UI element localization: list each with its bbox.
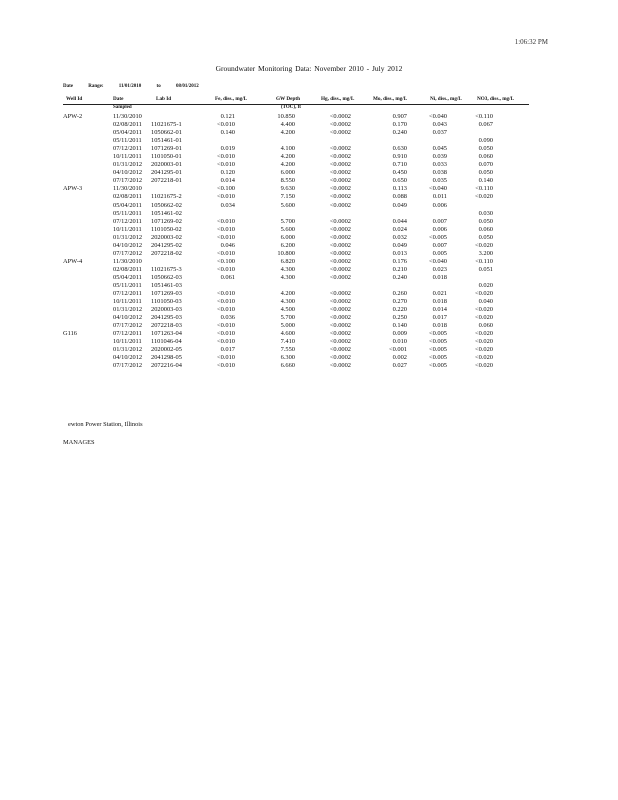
cell-no3: 0.050 [478, 217, 493, 225]
cell-mo: 0.907 [392, 113, 407, 120]
cell-lab: 1051461-03 [151, 281, 182, 289]
cell-fe: 0.034 [220, 201, 235, 209]
cell-mo: 0.240 [392, 273, 407, 281]
table-row [63, 266, 529, 274]
cell-gw: 7.410 [280, 338, 295, 346]
cell-mo: 0.240 [392, 129, 407, 137]
cell-no3: <0.020 [475, 306, 493, 314]
cell-lab: 11021675-2 [151, 193, 182, 201]
cell-ni: 0.018 [432, 322, 447, 330]
cell-lab: 2041295-01 [151, 169, 182, 177]
cell-gw: 4.500 [280, 306, 295, 314]
cell-hg: <0.0002 [329, 177, 351, 185]
cell-mo: 0.630 [392, 145, 407, 153]
cell-mo: 0.010 [392, 338, 407, 346]
cell-fe: <0.010 [217, 290, 235, 298]
cell-fe: <0.010 [217, 249, 235, 257]
cell-fe: <0.010 [217, 233, 235, 241]
cell-fe: <0.010 [217, 330, 235, 338]
cell-hg: <0.0002 [329, 185, 351, 193]
cell-ni: <0.005 [429, 338, 447, 346]
cell-ni: 0.045 [432, 145, 447, 153]
cell-fe: <0.010 [217, 322, 235, 330]
cell-lab: 1071269-02 [151, 217, 182, 225]
table-row [63, 290, 529, 298]
table-row [63, 314, 529, 322]
cell-ni: 0.005 [432, 249, 447, 257]
cell-ni: <0.005 [429, 330, 447, 338]
table-row [63, 282, 529, 290]
cell-fe: <0.010 [217, 338, 235, 346]
cell-hg: <0.0002 [329, 169, 351, 177]
table-row [63, 202, 529, 210]
cell-gw: 4.300 [280, 298, 295, 306]
cell-lab: 11021675-3 [151, 265, 182, 273]
cell-date: 02/08/2011 [113, 121, 142, 129]
cell-fe: <0.010 [217, 298, 235, 306]
header-hg: Hg, diss., mg/L [321, 96, 355, 102]
header-fe: Fe, diss., mg/L [215, 96, 248, 102]
cell-fe: <0.010 [217, 193, 235, 201]
cell-date: 02/08/2011 [113, 265, 142, 273]
cell-hg: <0.0002 [329, 145, 351, 153]
header-date: Date [113, 96, 124, 102]
cell-gw: 4.200 [280, 153, 295, 161]
cell-ni: 0.007 [432, 241, 447, 249]
cell-mo: 0.044 [392, 217, 407, 225]
cell-lab: 1101050-02 [151, 225, 182, 233]
cell-fe: 0.140 [220, 129, 235, 137]
cell-ni: 0.043 [432, 121, 447, 129]
cell-no3: <0.110 [475, 113, 493, 120]
cell-fe: <0.010 [217, 121, 235, 129]
cell-ni: 0.014 [432, 306, 447, 314]
cell-lab: 1050662-03 [151, 273, 182, 281]
cell-date: 07/12/2011 [113, 330, 142, 338]
cell-well: G116 [63, 330, 77, 338]
cell-lab: 1101050-03 [151, 298, 182, 306]
cell-hg: <0.0002 [329, 338, 351, 346]
cell-no3: <0.020 [475, 241, 493, 249]
cell-gw: 6.000 [280, 169, 295, 177]
cell-gw: 6.300 [280, 354, 295, 362]
cell-gw: 5.700 [280, 314, 295, 322]
table-row [63, 250, 529, 258]
cell-date: 05/04/2011 [113, 129, 142, 137]
table-row [63, 330, 529, 338]
table-row [63, 322, 529, 330]
cell-gw: 4.200 [280, 290, 295, 298]
table-row [63, 274, 529, 282]
cell-no3: <0.020 [475, 354, 493, 362]
cell-gw: 4.200 [280, 161, 295, 169]
cell-date: 07/17/2012 [113, 177, 143, 185]
table-row [63, 210, 529, 218]
cell-fe: <0.010 [217, 153, 235, 161]
cell-ni: 0.018 [432, 273, 447, 281]
cell-date: 04/10/2012 [113, 241, 143, 249]
cell-ni: 0.033 [432, 161, 447, 169]
table-header [63, 96, 529, 105]
cell-hg: <0.0002 [329, 346, 351, 354]
cell-fe: <0.010 [217, 306, 235, 314]
cell-gw: 6.000 [280, 233, 295, 241]
cell-mo: 0.049 [392, 241, 407, 249]
table-row [63, 137, 529, 145]
cell-gw: 10.800 [277, 249, 295, 257]
cell-no3: 0.060 [478, 153, 493, 161]
cell-ni: 0.035 [432, 177, 447, 185]
cell-mo: 0.170 [392, 121, 407, 129]
cell-well: APW-2 [63, 113, 83, 120]
cell-gw: 5.600 [280, 201, 295, 209]
cell-gw: 6.660 [280, 362, 295, 370]
cell-fe: <0.010 [217, 265, 235, 273]
cell-date: 07/12/2011 [113, 217, 142, 225]
subheader-gw-units: (TOC), ft [281, 105, 301, 110]
cell-fe: 0.019 [220, 145, 235, 153]
cell-hg: <0.0002 [329, 257, 351, 265]
cell-gw: 4.400 [280, 121, 295, 129]
cell-ni: 0.039 [432, 153, 447, 161]
cell-fe: <0.010 [217, 161, 235, 169]
cell-fe: 0.121 [220, 113, 235, 120]
cell-gw: 5.700 [280, 217, 295, 225]
data-table [63, 113, 529, 371]
table-row [63, 298, 529, 306]
cell-hg: <0.0002 [329, 265, 351, 273]
cell-hg: <0.0002 [329, 273, 351, 281]
cell-no3: <0.020 [475, 193, 493, 201]
cell-lab: 2072218-02 [151, 249, 182, 257]
date-range [63, 84, 213, 89]
cell-gw: 10.850 [277, 113, 295, 120]
cell-lab: 2020003-01 [151, 161, 182, 169]
cell-hg: <0.0002 [329, 121, 351, 129]
cell-mo: 0.710 [392, 161, 407, 169]
cell-lab: 1071269-01 [151, 145, 182, 153]
cell-hg: <0.0002 [329, 153, 351, 161]
cell-mo: 0.113 [392, 185, 407, 193]
table-row [63, 306, 529, 314]
cell-hg: <0.0002 [329, 193, 351, 201]
cell-no3: <0.020 [475, 314, 493, 322]
cell-fe: <0.010 [217, 362, 235, 370]
cell-no3: 0.030 [478, 209, 493, 217]
cell-hg: <0.0002 [329, 298, 351, 306]
table-row [63, 218, 529, 226]
header-mo: Mo, diss., mg/L [373, 96, 408, 102]
cell-mo: 0.176 [392, 257, 407, 265]
cell-mo: 0.002 [392, 354, 407, 362]
cell-hg: <0.0002 [329, 290, 351, 298]
cell-ni: <0.005 [429, 233, 447, 241]
cell-no3: <0.110 [475, 185, 493, 193]
cell-hg: <0.0002 [329, 330, 351, 338]
cell-lab: 2072218-01 [151, 177, 182, 185]
header-ni: Ni, diss., mg/L [430, 96, 462, 102]
cell-hg: <0.0002 [329, 314, 351, 322]
cell-hg: <0.0002 [329, 241, 351, 249]
cell-fe: <0.010 [217, 225, 235, 233]
cell-lab: 2041295-03 [151, 314, 182, 322]
cell-date: 07/12/2011 [113, 290, 142, 298]
cell-date: 10/11/2011 [113, 298, 142, 306]
cell-ni: <0.040 [429, 185, 447, 193]
table-row [63, 121, 529, 129]
cell-ni: <0.005 [429, 354, 447, 362]
cell-fe: 0.061 [220, 273, 235, 281]
range-to-label: to [156, 84, 161, 89]
cell-mo: 0.450 [392, 169, 407, 177]
cell-date: 05/11/2011 [113, 209, 142, 217]
cell-gw: 5.600 [280, 225, 295, 233]
cell-date: 01/31/2012 [113, 306, 143, 314]
cell-mo: 0.270 [392, 298, 407, 306]
cell-gw: 5.000 [280, 322, 295, 330]
table-row [63, 242, 529, 250]
cell-ni: 0.037 [432, 129, 447, 137]
cell-mo: 0.210 [392, 265, 407, 273]
cell-hg: <0.0002 [329, 249, 351, 257]
cell-hg: <0.0002 [329, 225, 351, 233]
cell-lab: 1071269-03 [151, 290, 182, 298]
cell-lab: 1050662-01 [151, 129, 182, 137]
cell-gw: 4.300 [280, 265, 295, 273]
cell-no3: <0.020 [475, 338, 493, 346]
cell-ni: <0.005 [429, 346, 447, 354]
cell-date: 10/11/2011 [113, 338, 142, 346]
table-row [63, 145, 529, 153]
cell-gw: 4.100 [280, 145, 295, 153]
cell-date: 02/08/2011 [113, 193, 142, 201]
cell-no3: 0.060 [478, 225, 493, 233]
cell-hg: <0.0002 [329, 161, 351, 169]
cell-gw: 4.600 [280, 330, 295, 338]
cell-lab: 11021675-1 [151, 121, 182, 129]
footer-note: MANAGES [63, 439, 95, 446]
cell-no3: <0.110 [475, 257, 493, 265]
cell-ni: 0.006 [432, 201, 447, 209]
cell-date: 01/31/2012 [113, 161, 143, 169]
cell-fe: 0.014 [220, 177, 235, 185]
table-row [63, 161, 529, 169]
cell-date: 10/11/2011 [113, 225, 142, 233]
cell-fe: <0.100 [217, 185, 235, 193]
cell-no3: 0.140 [478, 177, 493, 185]
cell-lab: 2041295-02 [151, 241, 182, 249]
table-row [63, 113, 529, 121]
cell-well: APW-3 [63, 185, 83, 193]
cell-hg: <0.0002 [329, 306, 351, 314]
cell-no3: 0.020 [478, 281, 493, 289]
cell-mo: 0.140 [392, 322, 407, 330]
cell-mo: 0.032 [392, 233, 407, 241]
cell-date: 04/10/2012 [113, 354, 143, 362]
cell-gw: 7.550 [280, 346, 295, 354]
cell-fe: 0.036 [220, 314, 235, 322]
cell-lab: 2041298-05 [151, 354, 182, 362]
table-subheader [63, 105, 529, 112]
cell-no3: 0.067 [478, 121, 493, 129]
header-gw: GW Depth [276, 96, 300, 102]
cell-date: 07/17/2012 [113, 362, 143, 370]
cell-date: 05/11/2011 [113, 137, 142, 145]
cell-ni: 0.007 [432, 217, 447, 225]
cell-hg: <0.0002 [329, 129, 351, 137]
header-no3: NO3, diss., mg/L [477, 96, 515, 102]
cell-gw: 9.630 [280, 185, 295, 193]
cell-hg: <0.0002 [329, 322, 351, 330]
table-row [63, 226, 529, 234]
cell-mo: 0.220 [392, 306, 407, 314]
cell-ni: 0.011 [432, 193, 447, 201]
cell-lab: 1101050-01 [151, 153, 182, 161]
cell-mo: 0.910 [392, 153, 407, 161]
cell-hg: <0.0002 [329, 201, 351, 209]
range-from: 11/01/2010 [118, 84, 142, 89]
range-label-range: Range: [88, 84, 104, 89]
cell-fe: 0.120 [220, 169, 235, 177]
cell-ni: 0.023 [432, 265, 447, 273]
cell-lab: 2020003-03 [151, 306, 182, 314]
cell-lab: 2020002-05 [151, 346, 182, 354]
cell-gw: 4.300 [280, 273, 295, 281]
cell-date: 10/11/2011 [113, 153, 142, 161]
cell-no3: 3.200 [478, 249, 493, 257]
table-row [63, 193, 529, 201]
cell-mo: 0.013 [392, 249, 407, 257]
cell-hg: <0.0002 [329, 354, 351, 362]
cell-no3: 0.050 [478, 169, 493, 177]
cell-lab: 1101046-04 [151, 338, 182, 346]
table-row [63, 338, 529, 346]
header-lab: Lab Id [156, 96, 172, 102]
cell-gw: 8.550 [280, 177, 295, 185]
cell-gw: 6.200 [280, 241, 295, 249]
table-row [63, 129, 529, 137]
cell-no3: 0.060 [478, 322, 493, 330]
cell-no3: 0.050 [478, 145, 493, 153]
cell-date: 05/04/2011 [113, 201, 142, 209]
table-row [63, 169, 529, 177]
cell-date: 11/30/2010 [113, 185, 142, 193]
cell-no3: 0.050 [478, 233, 493, 241]
cell-mo: 0.009 [392, 330, 407, 338]
cell-no3: <0.020 [475, 290, 493, 298]
cell-hg: <0.0002 [329, 362, 351, 370]
station-name: ewton Power Station, Illinois [68, 421, 143, 428]
cell-ni: 0.006 [432, 225, 447, 233]
cell-ni: <0.040 [429, 113, 447, 120]
cell-no3: 0.040 [478, 298, 493, 306]
cell-ni: 0.038 [432, 169, 447, 177]
cell-no3: <0.020 [475, 346, 493, 354]
cell-mo: 0.027 [392, 362, 407, 370]
cell-no3: 0.070 [478, 161, 493, 169]
cell-mo: 0.250 [392, 314, 407, 322]
cell-no3: <0.020 [475, 330, 493, 338]
table-row [63, 234, 529, 242]
range-to: 08/01/2012 [175, 84, 199, 89]
table-row [63, 185, 529, 193]
cell-lab: 2072218-03 [151, 322, 182, 330]
cell-fe: <0.010 [217, 217, 235, 225]
cell-mo: 0.088 [392, 193, 407, 201]
cell-date: 01/31/2012 [113, 233, 143, 241]
cell-lab: 2072216-04 [151, 362, 182, 370]
cell-mo: 0.260 [392, 290, 407, 298]
cell-ni: 0.018 [432, 298, 447, 306]
cell-fe: 0.017 [220, 346, 235, 354]
cell-ni: 0.017 [432, 314, 447, 322]
cell-date: 11/30/2010 [113, 113, 142, 120]
cell-no3: 0.090 [478, 137, 493, 145]
table-row [63, 346, 529, 354]
cell-date: 07/12/2011 [113, 145, 142, 153]
cell-no3: <0.020 [475, 362, 493, 370]
cell-date: 04/10/2012 [113, 169, 143, 177]
cell-lab: 1051461-01 [151, 137, 182, 145]
subheader-sampled: Sampled [113, 105, 132, 110]
cell-date: 11/30/2010 [113, 257, 142, 265]
print-time: 1:06:32 PM [514, 38, 548, 46]
cell-lab: 2020003-02 [151, 233, 182, 241]
cell-date: 05/04/2011 [113, 273, 142, 281]
table-row [63, 258, 529, 266]
cell-mo: <0.001 [389, 346, 407, 354]
cell-ni: 0.021 [432, 290, 447, 298]
cell-gw: 7.150 [280, 193, 295, 201]
cell-hg: <0.0002 [329, 113, 351, 120]
cell-date: 07/17/2012 [113, 249, 143, 257]
cell-ni: <0.005 [429, 362, 447, 370]
table-row [63, 354, 529, 362]
cell-ni: <0.040 [429, 257, 447, 265]
cell-fe: 0.046 [220, 241, 235, 249]
cell-mo: 0.650 [392, 177, 407, 185]
report-title: Groundwater Monitoring Data: November 2010 - July 2012 [215, 64, 403, 73]
cell-lab: 1071263-04 [151, 330, 182, 338]
cell-lab: 1051461-02 [151, 209, 182, 217]
cell-lab: 1050662-02 [151, 201, 182, 209]
header-well: Well Id [66, 96, 83, 102]
cell-mo: 0.049 [392, 201, 407, 209]
cell-hg: <0.0002 [329, 233, 351, 241]
table-row [63, 362, 529, 370]
cell-fe: <0.100 [217, 257, 235, 265]
cell-date: 01/31/2012 [113, 346, 143, 354]
table-row [63, 177, 529, 185]
range-label-date: Date [63, 84, 73, 89]
cell-no3: 0.051 [478, 265, 493, 273]
cell-date: 04/10/2012 [113, 314, 143, 322]
cell-hg: <0.0002 [329, 217, 351, 225]
cell-mo: 0.024 [392, 225, 407, 233]
cell-date: 07/17/2012 [113, 322, 143, 330]
table-row [63, 153, 529, 161]
cell-date: 05/11/2011 [113, 281, 142, 289]
cell-fe: <0.010 [217, 354, 235, 362]
cell-well: APW-4 [63, 257, 83, 265]
cell-gw: 6.820 [280, 257, 295, 265]
cell-gw: 4.200 [280, 129, 295, 137]
